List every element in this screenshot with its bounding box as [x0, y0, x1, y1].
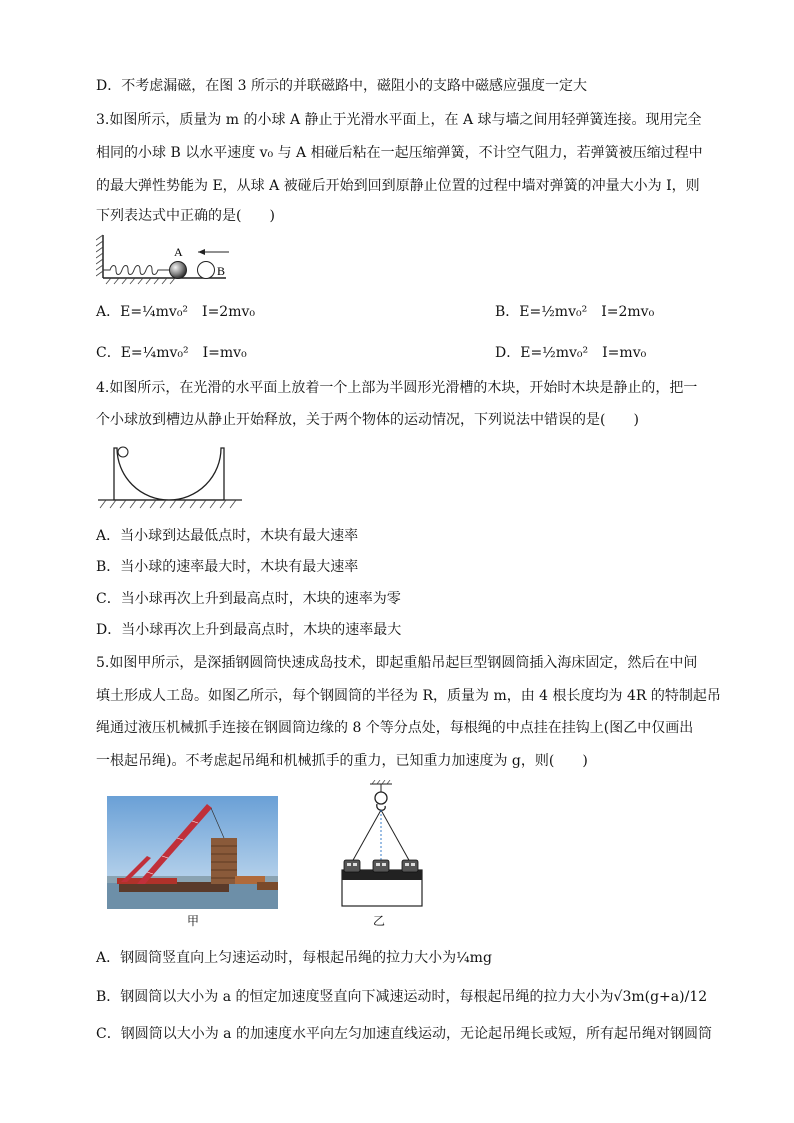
caption-jia: 甲 — [187, 914, 200, 928]
q3-stem-line-1: 3.如图所示，质量为 m 的小球 A 静止于光滑水平面上，在 A 球与墙之间用轻弹簧连接。现用完全 — [96, 112, 702, 128]
q3-stem-line-4: 下列表达式中正确的是( ) — [96, 208, 275, 224]
q3-option-b: B．E=½mv₀² I=2mv₀ — [495, 304, 655, 320]
q3-option-d: D．E=½mv₀² I=mv₀ — [495, 345, 647, 361]
ball-a-label: A — [174, 245, 183, 259]
q3-option-c: C．E=¼mv₀² I=mv₀ — [96, 345, 247, 361]
ball-b-label: B — [217, 264, 226, 278]
q4-groove-figure — [96, 438, 246, 513]
caption-yi: 乙 — [373, 914, 386, 928]
q5-stem-line-3: 绳通过液压机械抓手连接在钢圆筒边缘的 8 个等分点处，每根绳的中点挂在挂钩上(图乙中仅画出 — [96, 720, 694, 736]
q5-hook-figure — [330, 780, 430, 912]
q5-stem-line-1: 5.如图甲所示，是深插钢圆筒快速成岛技术，即起重船吊起巨型钢圆筒插入海床固定，然后在中间 — [96, 655, 698, 671]
q4-stem-line-2: 个小球放到槽边从静止开始释放，关于两个物体的运动情况，下列说法中错误的是( ) — [96, 412, 639, 428]
q4-option-c: C．当小球再次上升到最高点时，木块的速率为零 — [96, 591, 401, 607]
q3-spring-figure — [96, 232, 246, 287]
q5-stem-line-2: 填土形成人工岛。如图乙所示，每个钢圆筒的半径为 R，质量为 m，由 4 根长度均为 4R 的特制起吊 — [96, 688, 721, 704]
q4-option-a: A．当小球到达最低点时，木块有最大速率 — [96, 528, 359, 544]
q2-option-d: D．不考虑漏磁，在图 3 所示的并联磁路中，磁阻小的支路中磁感应强度一定大 — [96, 78, 588, 94]
q5-stem-line-4: 一根起吊绳)。不考虑起吊绳和机械抓手的重力，已知重力加速度为 g，则( ) — [96, 753, 588, 769]
q3-stem-line-3: 的最大弹性势能为 E，从球 A 被碰后开始到回到原静止位置的过程中墙对弹簧的冲量大小为 I，则 — [96, 178, 700, 194]
q4-option-b: B．当小球的速率最大时，木块有最大速率 — [96, 559, 359, 575]
q5-option-a: A．钢圆筒竖直向上匀速运动时，每根起吊绳的拉力大小为¼mg — [96, 950, 492, 966]
crane-ship-photo — [107, 796, 278, 909]
q4-option-d: D．当小球再次上升到最高点时，木块的速率最大 — [96, 622, 402, 638]
q5-option-c: C．钢圆筒以大小为 a 的加速度水平向左匀加速直线运动，无论起吊绳长或短，所有起吊绳对钢圆筒 — [96, 1026, 712, 1042]
q4-stem-line-1: 4.如图所示，在光滑的水平面上放着一个上部为半圆形光滑槽的木块，开始时木块是静止的，把一 — [96, 380, 698, 396]
q3-stem-line-2: 相同的小球 B 以水平速度 v₀ 与 A 相碰后粘在一起压缩弹簧，不计空气阻力，若弹簧被压缩过程中 — [96, 145, 703, 161]
q3-option-a: A．E=¼mv₀² I=2mv₀ — [96, 304, 256, 320]
q5-option-b: B．钢圆筒以大小为 a 的恒定加速度竖直向下减速运动时，每根起吊绳的拉力大小为√3m(g+a)/12 — [96, 989, 708, 1005]
